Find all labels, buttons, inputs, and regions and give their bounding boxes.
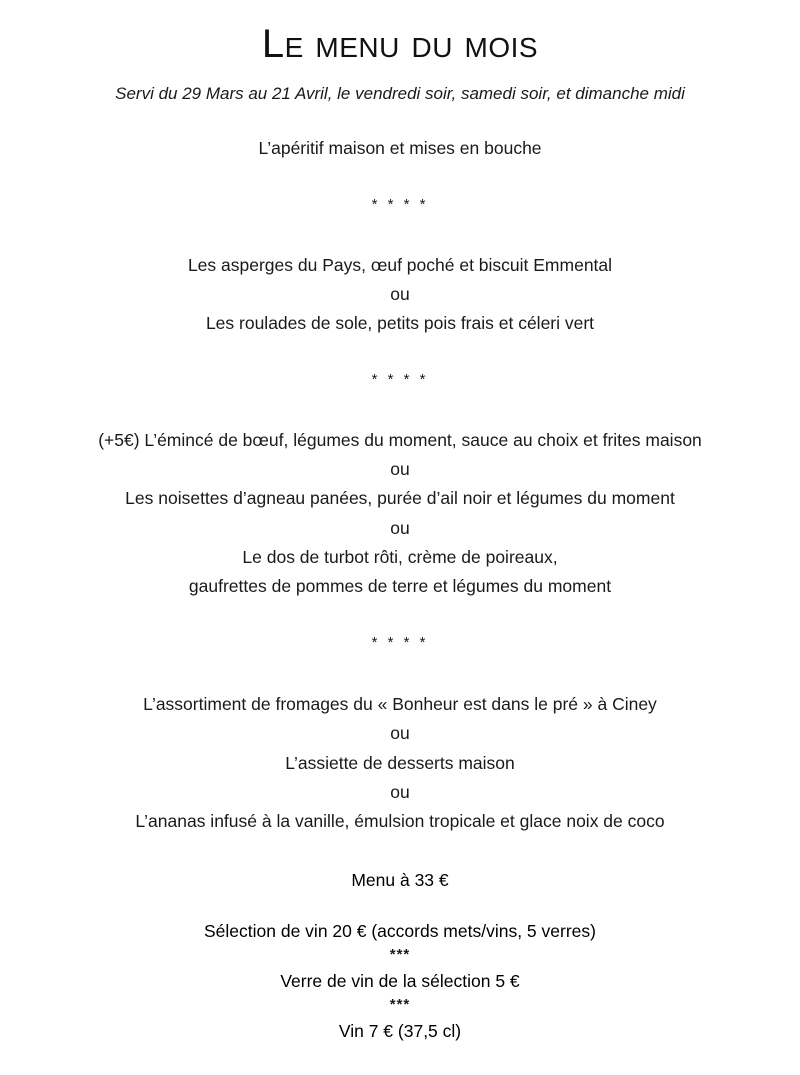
choice-word: ou (390, 459, 410, 479)
dessert-item: L’assiette de desserts maison (285, 753, 515, 773)
menu-price: Menu à 33 € (351, 870, 449, 890)
choice-word: ou (390, 723, 410, 743)
stars-separator: *** (389, 946, 411, 963)
plat-item: (+5€) L’émincé de bœuf, légumes du moment, sauce au choix et frites maison (98, 430, 702, 450)
section-separator: * * * * (371, 371, 429, 388)
section-separator: * * * * (371, 196, 429, 213)
glass-price: Verre de vin de la sélection 5 € (280, 971, 520, 991)
dessert-item: L’ananas infusé à la vanille, émulsion tropicale et glace noix de coco (135, 811, 665, 831)
plat-item: Les noisettes d’agneau panées, purée d’ail noir et légumes du moment (125, 488, 675, 508)
choice-word: ou (390, 518, 410, 538)
dessert-item: L’assortiment de fromages du « Bonheur est dans le pré » à Ciney (143, 694, 657, 714)
aperitif-line: L’apéritif maison et mises en bouche (258, 138, 542, 158)
entree-item: Les roulades de sole, petits pois frais et céleri vert (205, 313, 595, 333)
wine-selection-price: Sélection de vin 20 € (accords mets/vins, 5 verres) (204, 921, 596, 941)
plat-item-continued: gaufrettes de pommes de terre et légumes du moment (188, 576, 612, 596)
choice-word: ou (390, 284, 410, 304)
wine-price: Vin 7 € (37,5 cl) (338, 1021, 462, 1041)
stars-separator: *** (389, 996, 411, 1013)
page-subtitle: Servi du 29 Mars au 21 Avril, le vendredi soir, samedi soir, et dimanche midi (115, 84, 685, 103)
choice-word: ou (390, 782, 410, 802)
entree-item: Les asperges du Pays, œuf poché et biscuit Emmental (187, 255, 613, 275)
plat-item: Le dos de turbot rôti, crème de poireaux, (242, 547, 558, 567)
page-title: Le menu du mois (261, 22, 539, 66)
section-separator: * * * * (371, 634, 429, 651)
